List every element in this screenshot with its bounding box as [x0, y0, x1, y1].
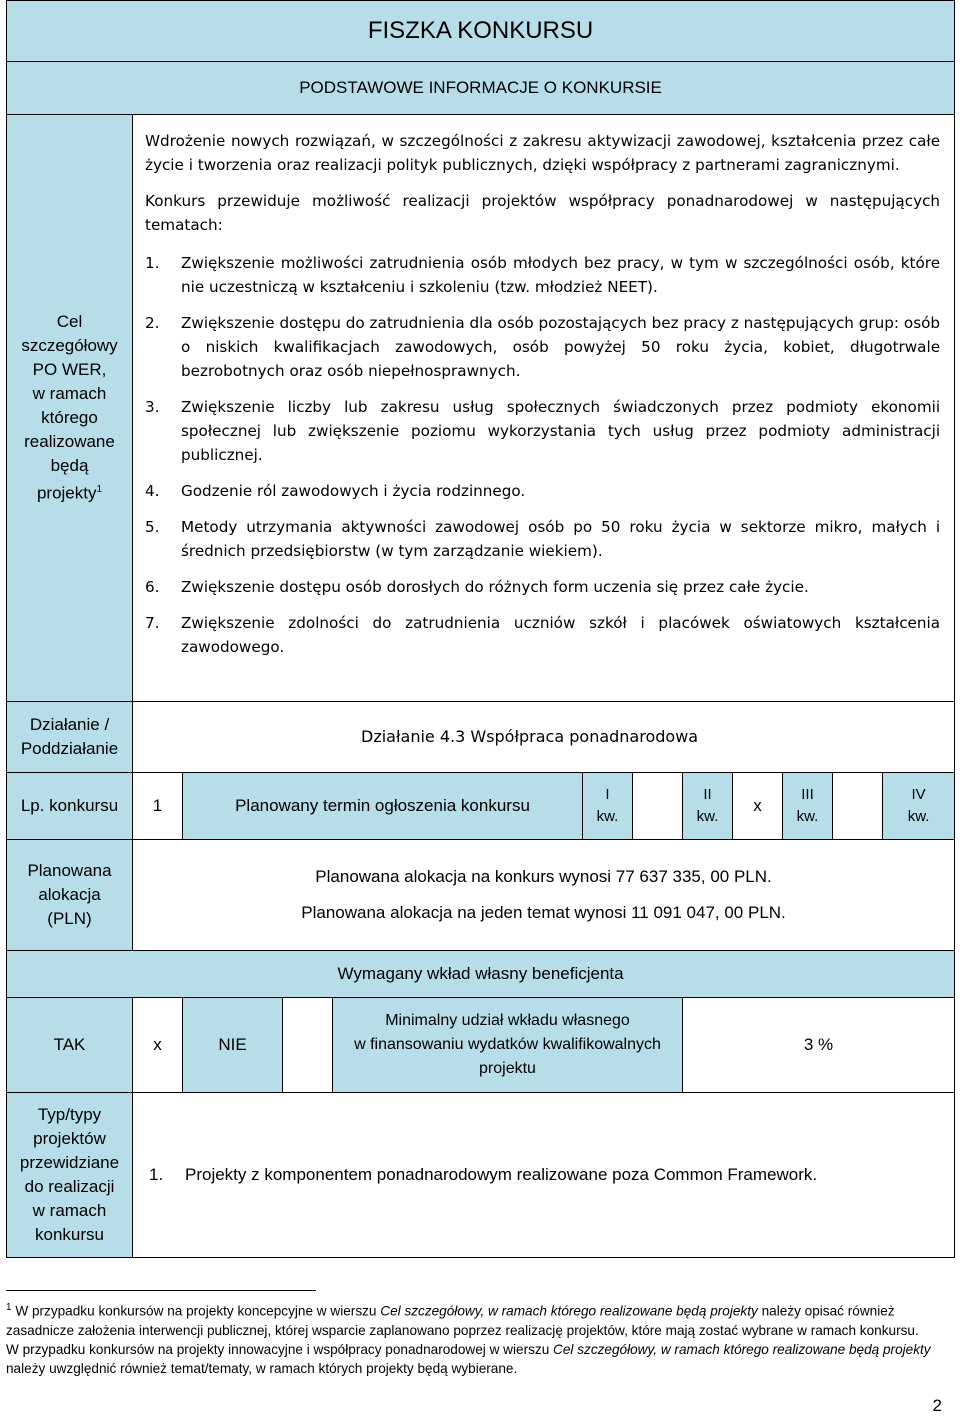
- project-types-label-line: w ramach: [32, 1201, 107, 1220]
- topics-list: [145, 251, 940, 659]
- footnote-separator: [6, 1290, 316, 1291]
- project-types-label-line: do realizacji: [24, 1177, 115, 1196]
- goal-content: [133, 115, 955, 702]
- goal-label-line: w ramach: [32, 384, 107, 404]
- quarter-unit: kw.: [696, 808, 719, 825]
- list-item: 3. Zwiększenie liczby lub zakresu usług społecznych świadczonych przez podmioty ekonomii społecznej lub zwiększenie poziomu wykorzystania tych usług przez podmioty administracji publicznej.: [145, 398, 941, 464]
- min-label-line: projektu: [479, 1060, 536, 1077]
- allocation-label: [7, 840, 133, 951]
- no-label: NIE: [183, 998, 283, 1093]
- goal-label-line: projekty: [36, 483, 97, 503]
- page-title: FISZKA KONKURSU: [7, 1, 955, 62]
- min-label-line: Minimalny udział wkładu własnego: [385, 1012, 630, 1029]
- quarter-1: [583, 773, 633, 840]
- goal-label-line: PO WER,: [32, 360, 107, 380]
- list-item: 1. Projekty z komponentem ponadnarodowym realizowane poza Common Framework.: [149, 1165, 818, 1184]
- goal-label-line: Cel: [56, 312, 83, 332]
- quarter-numeral: II: [703, 786, 712, 803]
- yes-mark: x: [133, 998, 183, 1093]
- topics-intro: Konkurs przewiduje możliwość realizacji projektów współpracy ponadnarodowej w następujących tematach:: [145, 192, 941, 234]
- quarter-numeral: I: [605, 786, 610, 803]
- allocation-per-topic: Planowana alokacja na jeden temat wynosi 11 091 047, 00 PLN.: [301, 903, 786, 922]
- list-item: 4. Godzenie ról zawodowych i życia rodzinnego.: [145, 482, 526, 500]
- goal-label-line: szczegółowy: [21, 336, 118, 356]
- project-types-label-line: przewidziane: [19, 1153, 120, 1172]
- project-types-list: [133, 1093, 955, 1258]
- min-contribution-label: [333, 998, 683, 1093]
- footnote-paragraph: W przypadku konkursów na projekty innowacyjne i współpracy ponadnarodowej w wierszu Cel szczegółowy, w ramach którego realizowane będą projekty należy uwzględnić również temat/tematy, w ramach których projekty będą wybierane.: [6, 1341, 931, 1376]
- quarter-unit: kw.: [596, 808, 619, 825]
- allocation-label-line: alokacja: [38, 885, 101, 904]
- list-item: 6. Zwiększenie dostępu osób dorosłych do różnych form uczenia się przez całe życie.: [145, 578, 809, 596]
- quarter-unit: kw.: [907, 808, 930, 825]
- lp-value: 1: [133, 773, 183, 840]
- allocation-total: Planowana alokacja na konkurs wynosi 77 637 335, 00 PLN.: [315, 867, 772, 886]
- goal-label-line: będą: [50, 456, 89, 476]
- footnote-ref: 1: [96, 484, 103, 496]
- lp-label: Lp. konkursu: [7, 773, 133, 840]
- fiszka-konkursu-form: [6, 0, 954, 1258]
- footnote-paragraph: $^1$ W przypadku konkursów na projekty koncepcyjne w wierszu Cel szczegółowy, w ramach którego realizowane będą projekty należy opisać również zasadnicze założenia interwencji publicznej, której wsparcie zaplanowano poprzez realizację projektów, które mają zostać wybrane w ramach konkursu.: [6, 1302, 919, 1338]
- page-number: 2: [932, 1396, 942, 1415]
- no-mark: [283, 998, 333, 1093]
- list-item: 1. Zwiększenie możliwości zatrudnienia osób młodych bez pracy, w tym w szczególności osób, które nie uczestniczą w kształceniu i szkoleniu (tzw. młodzież NEET).: [145, 254, 941, 296]
- section-subtitle: PODSTAWOWE INFORMACJE O KONKURSIE: [7, 62, 955, 115]
- quarter-3: [783, 773, 833, 840]
- project-types-label-line: konkursu: [35, 1225, 104, 1244]
- yes-label: TAK: [7, 998, 133, 1093]
- term-label: Planowany termin ogłoszenia konkursu: [183, 773, 583, 840]
- action-label-line: Działanie /: [29, 715, 110, 734]
- min-label-line: w finansowaniu wydatków kwalifikowalnych: [354, 1036, 661, 1053]
- form-table: [6, 0, 955, 1258]
- quarter-4: [883, 773, 955, 840]
- quarter-2: [683, 773, 733, 840]
- allocation-label-line: (PLN): [47, 909, 92, 928]
- allocation-values: [133, 840, 955, 951]
- list-item: 2. Zwiększenie dostępu do zatrudnienia dla osób pozostających bez pracy z następujących grup: osób o niskich kwalifikacjach zawodowych, osób powyżej 50 roku życia, kobiet, długotrwale bezrobotnych oraz osób niepełnosprawnych.: [145, 314, 941, 380]
- project-types-label-line: projektów: [33, 1129, 106, 1148]
- quarter-unit: kw.: [796, 808, 819, 825]
- goal-label: [7, 115, 133, 702]
- min-contribution-value: 3 %: [683, 998, 955, 1093]
- own-contribution-header: Wymagany wkład własny beneficjenta: [7, 951, 955, 998]
- quarter-numeral: IV: [911, 786, 926, 803]
- quarter-1-mark: [633, 773, 683, 840]
- quarter-numeral: III: [801, 786, 814, 803]
- action-value: Działanie 4.3 Współpraca ponadnarodowa: [133, 702, 955, 773]
- quarter-2-mark: x: [733, 773, 783, 840]
- allocation-label-line: Planowana: [27, 861, 112, 880]
- footnote: [6, 1298, 946, 1378]
- footnote-number: 1: [6, 1302, 12, 1313]
- action-label: [7, 702, 133, 773]
- list-item: 7. Zwiększenie zdolności do zatrudnienia uczniów szkół i placówek oświatowych kształcenia zawodowego.: [145, 614, 941, 656]
- quarter-3-mark: [833, 773, 883, 840]
- action-label-line: Poddziałanie: [20, 739, 119, 758]
- goal-intro: Wdrożenie nowych rozwiązań, w szczególności z zakresu aktywizacji zawodowej, kształcenia przez całe życie i tworzenia oraz realizacji polityk publicznych, dzięki współpracy z partnerami zagranicznymi.: [145, 132, 941, 174]
- project-types-label: [7, 1093, 133, 1258]
- goal-label-line: którego: [41, 408, 98, 428]
- list-item: 5. Metody utrzymania aktywności zawodowej osób po 50 roku życia w sektorze mikro, małych i średnich przedsiębiorstw (w tym zarządzanie wiekiem).: [145, 518, 941, 560]
- goal-label-line: realizowane: [24, 432, 115, 452]
- project-types-label-line: Typ/typy: [37, 1105, 102, 1124]
